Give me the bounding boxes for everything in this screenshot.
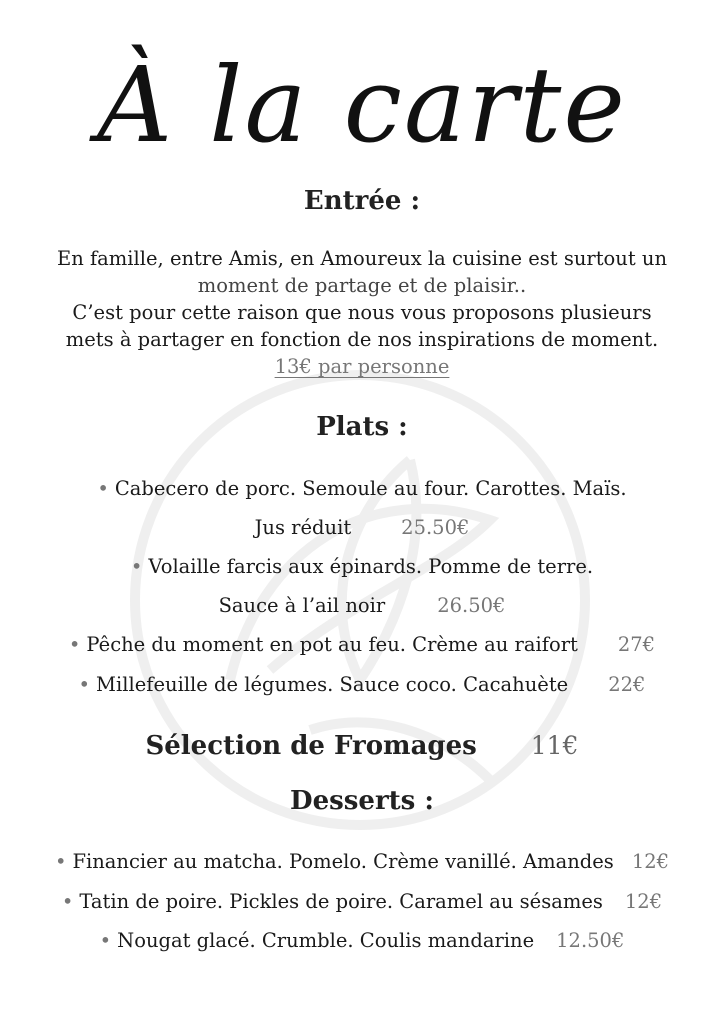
plat-sauce-1: Jus réduit [254, 516, 352, 539]
fromages-label: Sélection de Fromages [145, 731, 477, 761]
dessert-name-1: Financier au matcha. Pomelo. Crème vanillé. Amandes [72, 850, 614, 873]
entree-line-3: C’est pour cette raison que nous vous proposons plusieurs [72, 301, 652, 324]
menu-title: À la carte [97, 44, 627, 166]
entree-line-4: mets à partager en fonction de nos inspirations de moment. [65, 328, 659, 351]
plat-item-4 [0, 671, 724, 699]
plat-item-3 [0, 631, 724, 659]
plat-price-1: 25.50€ [401, 516, 470, 539]
desserts-heading: Desserts : [290, 786, 434, 816]
plat-sauce-2: Sauce à l’ail noir [218, 594, 386, 617]
plat-name-2: Volaille farcis aux épinards. Pomme de terre. [148, 555, 594, 578]
dessert-item-1 [0, 848, 724, 876]
fromages-row [0, 728, 724, 764]
plat-item-2 [0, 553, 724, 581]
dessert-item-2 [0, 888, 724, 916]
plat-sub-1 [0, 514, 724, 542]
entree-description [0, 245, 724, 380]
plats-heading: Plats : [316, 412, 408, 442]
plat-name-1: Cabecero de porc. Semoule au four. Carottes. Maïs. [114, 477, 627, 500]
bullet-icon: • [54, 850, 67, 873]
plat-name-3: Pêche du moment en pot au feu. Crème au raifort [86, 633, 578, 656]
bullet-icon: • [61, 890, 74, 913]
dessert-name-2: Tatin de poire. Pickles de poire. Caramel au sésames [79, 890, 603, 913]
plat-price-4: 22€ [608, 673, 646, 696]
bullet-icon: • [68, 633, 81, 656]
bullet-icon: • [99, 929, 112, 952]
bullet-icon: • [97, 477, 109, 500]
plat-name-4: Millefeuille de légumes. Sauce coco. Cacahuète [96, 673, 569, 696]
plat-price-2: 26.50€ [437, 594, 506, 617]
plat-item-1 [0, 475, 724, 503]
dessert-name-3: Nougat glacé. Crumble. Coulis mandarine [117, 929, 535, 952]
entree-line-1: En famille, entre Amis, en Amoureux la cuisine est surtout un [56, 247, 668, 270]
dessert-item-3 [0, 927, 724, 955]
entree-heading: Entrée : [303, 186, 421, 216]
entree-price: 13€ par personne [274, 355, 450, 378]
bullet-icon: • [130, 555, 143, 578]
dessert-price-3: 12.50€ [556, 929, 625, 952]
plat-sub-2 [0, 592, 724, 620]
dessert-price-2: 12€ [624, 890, 663, 913]
fromages-price: 11€ [530, 731, 579, 760]
plat-price-3: 27€ [617, 633, 656, 656]
bullet-icon: • [78, 673, 91, 696]
dessert-price-1: 12€ [631, 850, 670, 873]
entree-line-2: moment de partage et de plaisir.. [197, 274, 527, 297]
